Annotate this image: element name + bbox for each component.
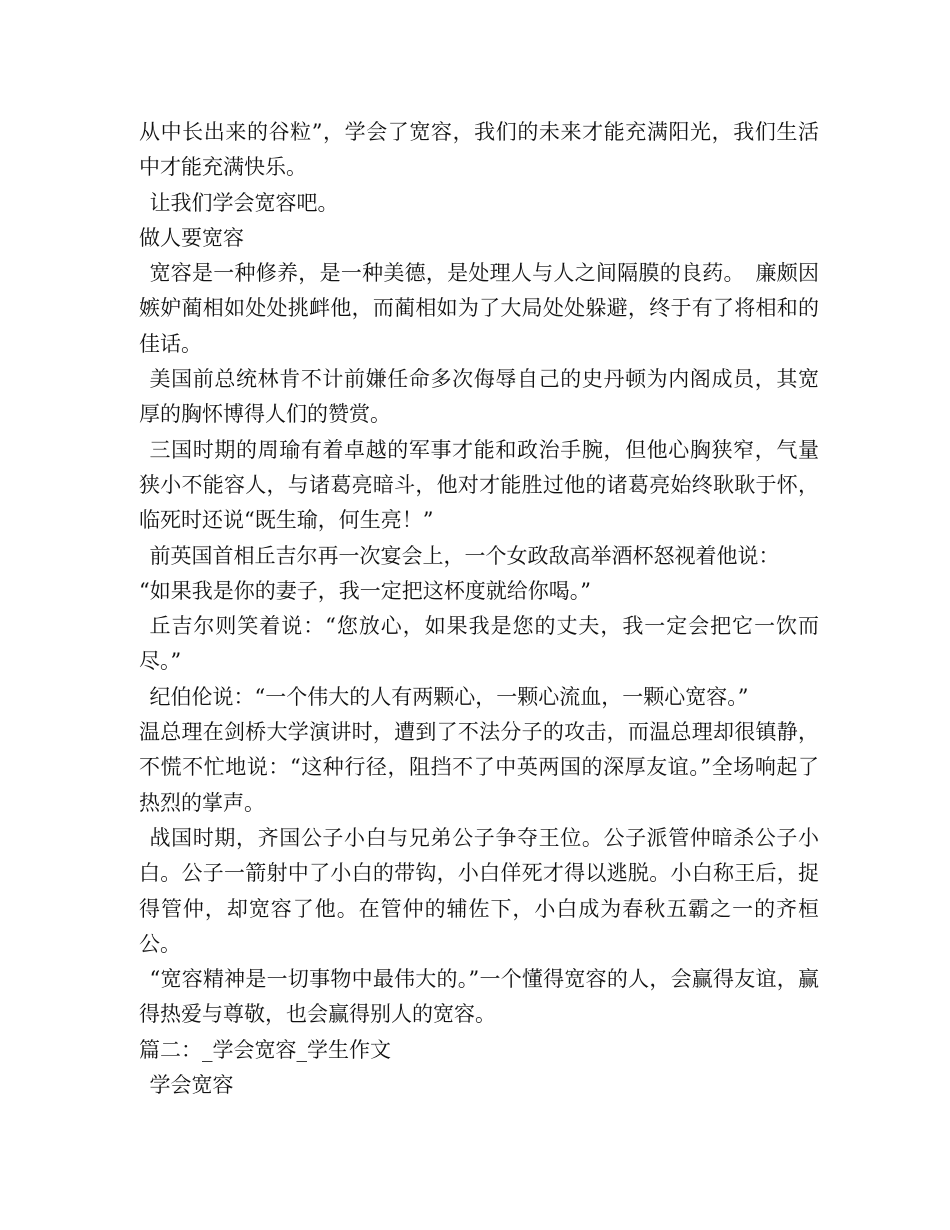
paragraph: 战国时期，齐国公子小白与兄弟公子争夺王位。公子派管仲暗杀公子小白。公子一箭射中了小白的带钩，小白佯死才得以逃脱。小白称王后，捉得管仲，却宽容了他。在管仲的辅佐下，小白成为春秋五霸之一的齐桓公。 (139, 825, 819, 956)
paragraph: 宽容是一种修养，是一种美德，是处理人与人之间隔膜的良药。 廉颇因嫉妒蔺相如处处挑衅他，而蔺相如为了大局处处躲避，终于有了将相和的佳话。 (139, 261, 819, 356)
paragraph: 从中长出来的谷粒”，学会了宽容，我们的未来才能充满阳光，我们生活中才能充满快乐。 (139, 120, 819, 180)
paragraph: 让我们学会宽容吧。 (149, 190, 339, 215)
paragraph: 温总理在剑桥大学演讲时，遭到了不法分子的攻击，而温总理却很镇静，不慌不忙地说：“这种行径，阻挡不了中英两国的深厚友谊。”全场响起了热烈的掌声。 (139, 720, 819, 815)
paragraph: 纪伯伦说：“一个伟大的人有两颗心，一颗心流血，一颗心宽容。” (149, 684, 749, 709)
section-heading: 做人要宽容 (139, 225, 244, 250)
paragraph: 美国前总统林肯不计前嫌任命多次侮辱自己的史丹顿为内阁成员，其宽厚的胸怀博得人们的赞赏。 (139, 367, 819, 427)
paragraph: “宽容精神是一切事物中最伟大的。”一个懂得宽容的人，会赢得友谊，赢得热爱与尊敬，也会赢得别人的宽容。 (139, 967, 819, 1027)
document-body (139, 115, 819, 1103)
paragraph: 前英国首相丘吉尔再一次宴会上，一个女政敌高举酒杯怒视着他说： (149, 543, 780, 568)
paragraph: 三国时期的周瑜有着卓越的军事才能和政治手腕，但他心胸狭窄，气量狭小不能容人，与诸葛亮暗斗，他对才能胜过他的诸葛亮始终耿耿于怀，临死时还说“既生瑜，何生亮！” (139, 437, 819, 533)
section-heading: 篇二：_学会宽容_学生作文 (139, 1037, 391, 1062)
paragraph: “如果我是你的妻子，我一定把这杯度就给你喝。” (139, 578, 591, 603)
paragraph: 丘吉尔则笑着说：“您放心，如果我是您的丈夫，我一定会把它一饮而尽。” (139, 614, 819, 674)
section-heading: 学会宽容 (149, 1073, 234, 1098)
